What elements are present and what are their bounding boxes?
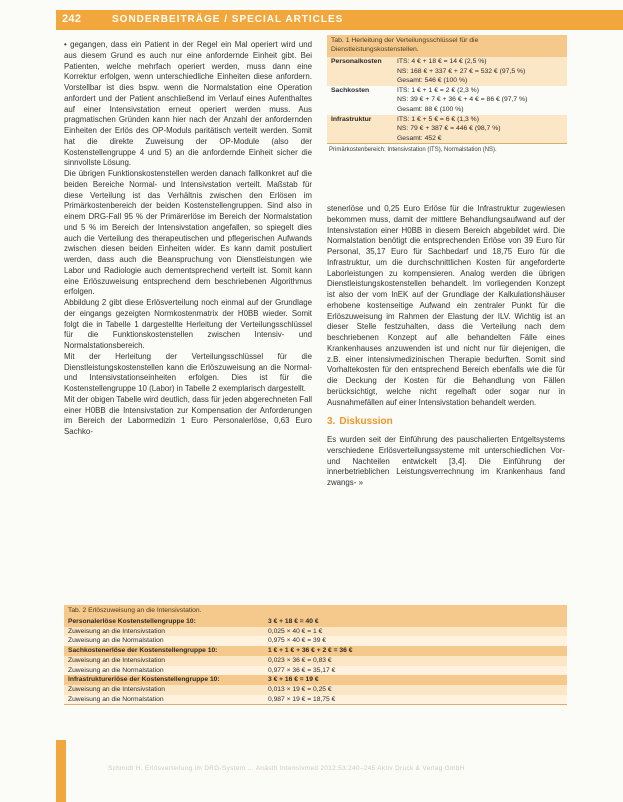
- table-row: [64, 685, 567, 695]
- left-column: [64, 40, 312, 438]
- table-row: [327, 67, 567, 77]
- table-row: [327, 86, 567, 96]
- table-cell-label: [331, 95, 397, 105]
- table-group-header: [64, 646, 567, 656]
- table-cell-label: [331, 67, 397, 77]
- table-row: [64, 656, 567, 666]
- paragraph: Die übrigen Funktionskostenstellen werden danach fallkonkret auf die beiden Bereiche Normal- und Intensivstation verteilt. Maßstab für diese Verteilung ist das Verhältnis zwischen den Erlösen im Primärkostenbereich der beiden Kostenstellengruppen. Sind also in einem DRG-Fall 95 % der Primärerlöse im Bereich der Normalstation und 5 % im Bereich der Intensivstation angefallen, so spiegelt dies auch die Verteilung des therapeutischen und pflegerischen Aufwands zwischen diesen beiden Einheiten wider. Es kann damit postuliert werden, dass auch die Beanspruchung von Dienstleistungen wie Labor und Radiologie auch dementsprechend verteilt ist. Somit kann eine Erlöszuweisung entsprechend dem beschriebenen Algorithmus erfolgen.: [64, 169, 312, 297]
- table-row: [327, 124, 567, 134]
- table-row: [327, 76, 567, 86]
- table-row: [327, 95, 567, 105]
- table-2: [64, 605, 567, 705]
- table-cell-calc: 0,977 × 36 € = 35,17 €: [268, 666, 336, 674]
- page-header: [0, 0, 623, 30]
- table-cell-calc: 0,975 × 40 € = 39 €: [268, 637, 327, 645]
- table-cell-label: Zuweisung an die Intensivstation: [68, 627, 166, 635]
- table-1-note: Primärkostenbereich: Intensivstation (ITS), Normalstation (NS).: [329, 147, 497, 154]
- table-row: [64, 695, 567, 705]
- table-cell-label: Zuweisung an die Intensivstation: [68, 656, 166, 664]
- table-cell-calc: 0,013 × 19 € = 0,25 €: [268, 685, 332, 693]
- table-1: [327, 35, 567, 154]
- table-1-body: [327, 57, 567, 144]
- table-cell-value: Gesamt: 546 € (100 %): [397, 77, 468, 85]
- table-row: [327, 57, 567, 67]
- table-cell-label: [331, 76, 397, 86]
- table-row: [64, 666, 567, 676]
- table-group-header: [64, 675, 567, 685]
- table-cell-label: [331, 124, 397, 134]
- paragraph: Mit der obigen Tabelle wird deutlich, dass für jeden abgerechneten Fall einer H0BB die Intensivstation zur Kompensation der Anforderungen im Bereich der Labormedizin 1 Euro Personalerlöse, 0,63 Euro Sachko-: [64, 394, 312, 436]
- table-group-header: [64, 617, 567, 627]
- table-cell-label: Personalerlöse Kostenstellengruppe 10:: [68, 618, 196, 625]
- table-row: [327, 115, 567, 125]
- table-2-caption: Tab. 2 Erlöszuweisung an die Intensivstation.: [64, 605, 567, 617]
- paragraph: Es wurden seit der Einführung des pauschalierten Entgeltsystems verschiedene Erlösverteilungssysteme mit unterschiedlichen Vor- und Nachteilen entwickelt [3,4]. Die Einführung der innerbetrieblichen Leistungsverrechnung im Krankenhaus fand zwangs- »: [327, 435, 565, 487]
- table-cell-label: Zuweisung an die Normalstation: [68, 666, 164, 674]
- paragraph: • gegangen, dass ein Patient in der Regel ein Mal operiert wird und aus diesem Grund es auch nur eine anfordernde Einheit gibt. Bei Patienten, welche mehrfach operiert werden, muss dann eine Korrektur erfolgen, wenn unterschiedliche Einheiten diese anfordern. Vorstellbar ist dies bspw. wenn die Normalstation eine Operation anfordert und der Patient anschließend im Verlauf eines Aufenthaltes auf einer Intensivstation erneut operiert werden muss. Aus pragmatischen Gründen kann hier nach der Anzahl der anfordernden Einheiten der Erlös des OP-Moduls paritätisch verteilt werden. Somit hat die direkte Zuweisung der OP-Module (also der Kostenstellengruppe 4 und 5) an die anfordernde Einheit sicher die sinnvollste Lösung.: [64, 40, 312, 168]
- table-cell-label: Personalkosten: [331, 58, 382, 65]
- table-cell-value: Gesamt: 452 €: [397, 134, 442, 142]
- section-number: 3.: [327, 416, 336, 428]
- paragraph: Mit der Herleitung der Verteilungsschlüssel für die Dienstleistungskostenstellen kann die Erlöszuweisung an die Normal- und Intensivstationseinheiten erfolgen. Dies ist für die Kostenstellengruppe 10 (Labor) in Tabelle 2 exemplarisch dargestellt.: [64, 351, 312, 393]
- page-number: 242: [62, 13, 82, 25]
- table-cell-calc: 0,025 × 40 € = 1 €: [268, 627, 323, 635]
- table-cell-value: ITS: 1 € + 5 € = 6 € (1,3 %): [397, 115, 479, 123]
- table-cell-label: Zuweisung an die Intensivstation: [68, 685, 166, 693]
- section-title: SONDERBEITRÄGE / SPECIAL ARTICLES: [112, 14, 344, 25]
- table-cell-label: Zuweisung an die Normalstation: [68, 695, 164, 703]
- table-2-body: [64, 617, 567, 704]
- table-cell-calc: 1 € + 1 € + 36 € + 2 € = 36 €: [268, 647, 353, 655]
- table-cell-label: Zuweisung an die Normalstation: [68, 637, 164, 645]
- table-row: [64, 636, 567, 646]
- footer-text: Schmidt H. Erlösverteilung im DRG-System ... Anästh Intensivmed 2012;53:240–245 Aktiv Druck & Verlag GmbH: [108, 765, 465, 772]
- table-2-rule: [64, 704, 567, 705]
- table-cell-value: NS: 79 € + 387 € = 446 € (98,7 %): [397, 125, 501, 133]
- table-cell-label: Infrastrukturerlöse der Kostenstellengruppe 10:: [68, 676, 220, 684]
- table-cell-calc: 0,023 × 36 € = 0,83 €: [268, 656, 332, 664]
- table-row: [327, 134, 567, 144]
- table-row: [64, 627, 567, 637]
- table-cell-label: [331, 105, 397, 115]
- table-row: [327, 105, 567, 115]
- table-cell-label: Sachkostenerlöse der Kostenstellengruppe 10:: [68, 647, 218, 655]
- table-cell-calc: 3 € + 16 € = 19 €: [268, 676, 319, 684]
- table-cell-label: [331, 134, 397, 144]
- table-cell-value: NS: 168 € + 337 € + 27 € = 532 € (97,5 %): [397, 67, 526, 75]
- table-cell-value: NS: 39 € + 7 € + 36 € + 4 € = 86 € (97,7 %): [397, 96, 528, 104]
- table-cell-value: ITS: 1 € + 1 € = 2 € (2,3 %): [397, 86, 479, 94]
- table-cell-label: Sachkosten: [331, 86, 370, 94]
- section-heading: [327, 417, 565, 428]
- table-cell-value: ITS: 4 € + 18 € = 14 € (2,5 %): [397, 58, 487, 65]
- paragraph: Abbildung 2 gibt diese Erlösverteilung noch einmal auf der Grundlage der eingangs gezeigten Normkostenmatrix der H0BB wieder. Somit folgt die in Tabelle 1 dargestellte Herleitung der Verteilungsschlüssel für die Funktionskostenstellen zwischen Intensiv- und Normalstationsbereich.: [64, 298, 312, 350]
- footer-accent-bar: [56, 740, 66, 802]
- table-1-caption: Tab. 1 Herleitung der Verteilungsschlüssel für die Dienstleistungskostenstellen.: [327, 35, 567, 57]
- table-cell-calc: 3 € + 18 € = 40 €: [268, 618, 319, 625]
- table-cell-calc: 0,987 × 19 € = 18,75 €: [268, 695, 336, 703]
- section-heading-text: Diskussion: [339, 416, 393, 428]
- table-cell-value: Gesamt: 88 € (100 %): [397, 105, 464, 113]
- right-column: [327, 204, 565, 489]
- paragraph: stenerlöse und 0,25 Euro Erlöse für die Infrastruktur zugewiesen bekommen muss, damit der mittlere Behandlungsaufwand auf der Intensivstation einer H0BB in diesem Bereich abgebildet wird. Die Normalstation benötigt die entsprechenden Erlöse von 39 Euro für Personal, 35,17 Euro für Sachbedarf und 18,75 Euro für die Infrastruktur, um die durchschnittlichen Kosten für angeforderte Laborleistungen zu kompensieren. Analog werden die übrigen Dienstleistungskostenstellen behandelt. Im vorliegenden Konzept ist also der vom InEK auf der Grundlage der Kalkulationshäuser erhobene kostenseitige Aufwand ein zentraler Punkt für die Erlöszuweisung im Rahmen der Elastung der ILV. Wichtig ist an dieser Stelle festzuhalten, dass die Verteilung nach dem beschriebenen Konzept auf alle behandelten Fälle eines Krankenhauses anzuwenden ist und nicht nur für diejenigen, die z.B. einer intensivmedizinischen Therapie bedurften. Somit sind Vorhaltekosten für den entsprechend Bereich ebenfalls wie die für die Deckung der Kosten für die Behandlung von Fällen berücksichtigt, welche nicht regelhaft oder sogar nur in Ausnahmefällen auf einer Intensivstation behandelt werden.: [327, 204, 565, 407]
- table-cell-label: Infrastruktur: [331, 115, 372, 123]
